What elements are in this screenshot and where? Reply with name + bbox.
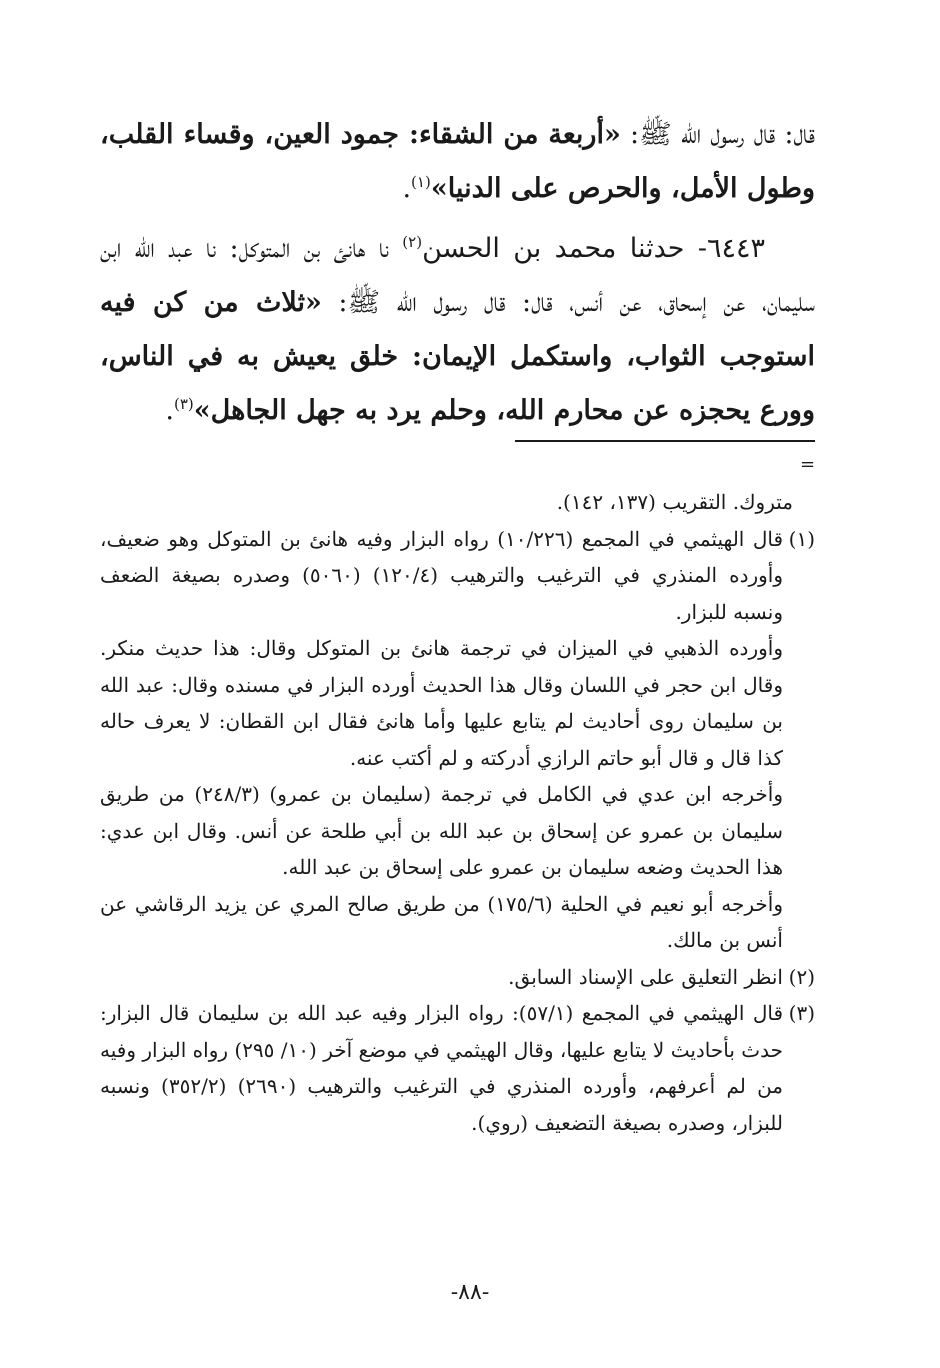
footnote-continuation: متروك. التقريب (١٣٧، ١٤٢). [556,490,793,514]
footnotes [100,484,815,1141]
hadith-2-chain-b: نا هانئ بن المتوكل: نا عبد الله ابن سليمان، عن إسحاق، عن أنس، قال: قال رسول الله ﷺ: [100,233,815,318]
footnote-ref-3: (٣) [173,395,194,413]
hadith-paragraph-1 [100,108,815,216]
footnote-number: (١) [788,526,815,551]
footnote-1-para-4: وأخرجه أبو نعيم في الحلية (١٧٥/٦) من طريق صالح المري عن يزيد الرقاشي عن أنس بن مالك. [100,891,783,952]
footnote-1-para-3: وأخرجه ابن عدي في الكامل في ترجمة (سليمان بن عمرو) (٢٤٨/٣) من طريق سليمان بن عمرو عن إسحاق بن عبد الله بن أبي طلحة عن أنس. وقال ابن عدي: هذا الحديث وضعه سليمان بن عمرو على إسحاق بن عبد الله. [100,782,784,879]
footnote-text: انظر التعليق على الإسناد السابق. [508,964,783,989]
hadith-1-quote: «أربعة من الشقاء: جمود العين، وقساء القلب، وطول الأمل، والحرص على الدنيا» [100,119,815,204]
footnote-text: قال الهيثمي في المجمع (١٠/٢٢٦) رواه البزار وفيه هانئ بن المتوكل وهو ضعيف، وأورده المنذري في الترغيب والترهيب (١٢٠/٤) (٥٠٦٠) وصدره بصيغة الضعف ونسبه للبزار. [100,526,784,624]
period: . [165,395,174,426]
continuation-mark: = [800,454,816,475]
main-text [100,108,815,438]
footnote-1 [100,521,815,631]
footnote-1-para-2: وأورده الذهبي في الميزان في ترجمة هانئ بن المتوكل وقال: هذا حديث منكر. وقال ابن حجر في اللسان وقال هذا الحديث أورده البزار في مسنده وقال: عبد الله بن سليمان روى أحاديث لم يتابع عليها وأما هانئ فقال ابن القطان: لا يعرف حاله كذا قال و قال أبو حاتم الرازي أدركته و لم أكتب عنه. [100,636,783,770]
footnote-ref-2: (٢) [402,233,423,251]
page-number: -٨٨- [450,1280,490,1305]
footnote-separator [515,440,816,475]
hadith-2-chain-a: ٦٤٤٣- حدثنا محمد بن الحسن [422,233,765,264]
footnote-text: قال الهيثمي في المجمع (٥٧/١): رواه البزار وفيه عبد الله بن سليمان قال البزار: حدث بأحاديث لا يتابع عليها، وقال الهيثمي في موضع آخر (١٠/ ٢٩٥) رواه البزار وفيه من لم أعرفهم، وأورده المنذري في الترغيب والترهيب (٢٦٩٠) (٣٥٢/٢) ونسبه للبزار، وصدره بصيغة التضعيف (روي). [100,1001,784,1135]
footnote-number: (٢) [788,964,815,989]
footnote-2 [100,959,815,996]
footnote-ref-1: (١) [411,173,431,191]
footnote-number: (٣) [788,1001,815,1025]
hadith-2-quote: «ثلاث من كن فيه استوجب الثواب، واستكمل الإيمان: خلق يعيش به في الناس، وورع يحجزه عن محارم الله، وحلم يرد به جهل الجاهل» [100,287,815,426]
footnote-3 [100,995,815,1141]
hadith-paragraph-2 [100,222,815,438]
period: . [402,173,412,204]
hadith-1-intro: قال: قال رسول الله ﷺ: [620,119,815,150]
separator-line [515,440,815,442]
